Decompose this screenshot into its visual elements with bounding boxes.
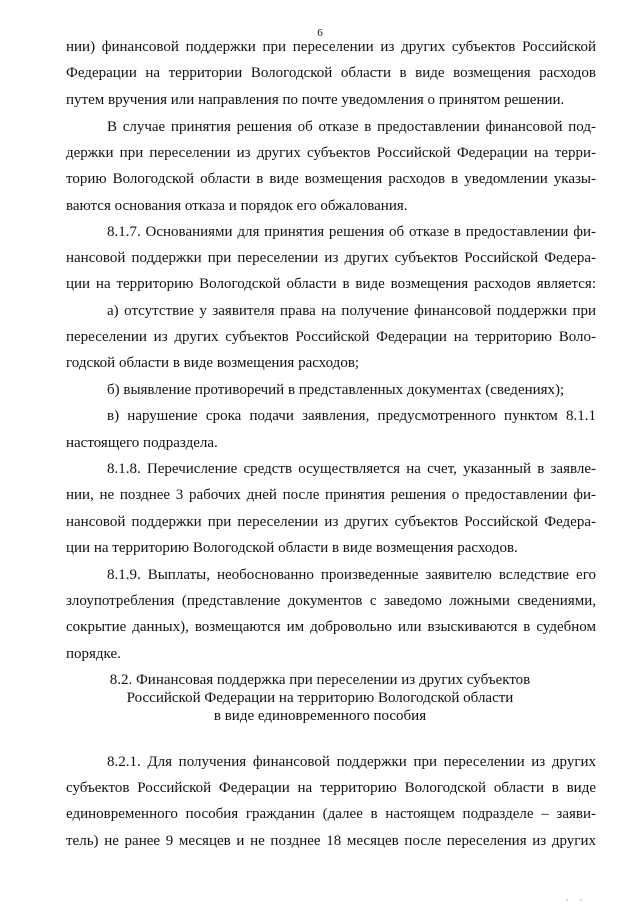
scan-speck (566, 899, 568, 901)
text-line: 8.1.9. Выплаты, необоснованно произведенные заявителю вследствие его (107, 567, 596, 583)
section-heading: Российской Федерации на территорию Вологодской области (126, 690, 514, 706)
text-line: ваются основания отказа и порядок его обжалования. (66, 198, 408, 214)
section-heading: в виде единовременного пособия (213, 708, 427, 724)
scan-speck (580, 899, 582, 901)
text-line: держки при переселении из других субъектов Российской Федерации на терри- (66, 145, 596, 161)
text-line: а) отсутствие у заявителя права на получение финансовой поддержки при (107, 303, 596, 319)
text-line: путем вручения или направления по почте уведомления о принятом решении. (66, 92, 565, 108)
text-line: ции на территорию Вологодской области в виде возмещения расходов является: (66, 276, 596, 292)
text-line: Федерации на территории Вологодской области в виде возмещения расходов (66, 65, 596, 81)
text-line: годской области в виде возмещения расходов; (66, 355, 360, 371)
text-line: нансовой поддержки при переселении из других субъектов Российской Федера- (66, 514, 596, 530)
text-line: единовременного пособия гражданин (далее в настоящем подразделе – заяви- (66, 806, 596, 822)
text-line: нии, не позднее 3 рабочих дней после принятия решения о предоставлении фи- (66, 487, 596, 503)
text-line: субъектов Российской Федерации на территорию Вологодской области в виде (66, 780, 596, 796)
text-line: 8.2.1. Для получения финансовой поддержки при переселении из других (107, 754, 596, 770)
text-line: б) выявление противоречий в представленных документах (сведениях); (107, 382, 565, 398)
text-line: злоупотребления (представление документов с заведомо ложными сведениями, (66, 593, 596, 609)
text-line: в) нарушение срока подачи заявления, предусмотренного пунктом 8.1.1 (107, 408, 596, 424)
text-line: 8.1.7. Основаниями для принятия решения об отказе в предоставлении фи- (107, 224, 596, 240)
page-number: 6 (317, 27, 323, 39)
text-line: торию Вологодской области в виде возмещения расходов в уведомлении указы- (66, 171, 596, 187)
text-line: нии) финансовой поддержки при переселении из других субъектов Российской (66, 39, 596, 55)
section-heading: 8.2. Финансовая поддержка при переселении из других субъектов (109, 672, 531, 688)
text-line: переселении из других субъектов Российской Федерации на территорию Воло- (66, 329, 596, 345)
text-line: тель) не ранее 9 месяцев и не позднее 18 месяцев после переселения из других (66, 833, 596, 849)
text-line: настоящего подраздела. (66, 435, 218, 451)
text-line: ции на территорию Вологодской области в виде возмещения расходов. (66, 540, 518, 556)
text-line: В случае принятия решения об отказе в предоставлении финансовой под- (107, 119, 596, 135)
text-line: порядке. (66, 646, 121, 662)
text-line: сокрытие данных), возмещаются им добровольно или взыскиваются в судебном (66, 619, 596, 635)
text-line: нансовой поддержки при переселении из других субъектов Российской Федера- (66, 250, 596, 266)
text-line: 8.1.8. Перечисление средств осуществляется на счет, указанный в заявле- (107, 461, 596, 477)
